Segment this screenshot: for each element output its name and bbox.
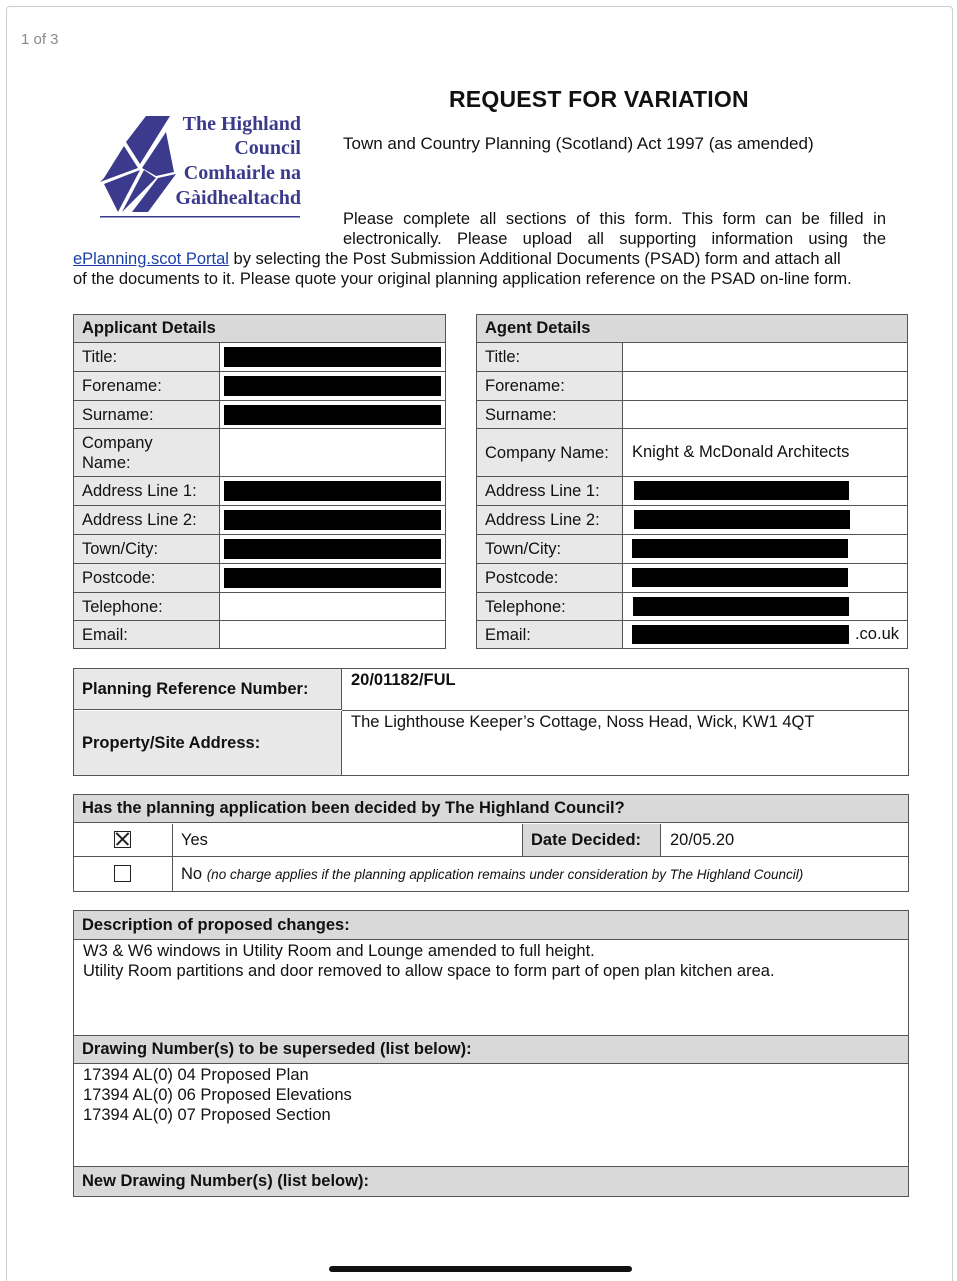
planning-ref-value[interactable]: 20/01182/FUL	[351, 671, 456, 689]
description-text[interactable]	[83, 941, 775, 981]
agent-address1-field[interactable]	[624, 477, 907, 505]
document-title: REQUEST FOR VARIATION	[449, 86, 749, 112]
applicant-address2-label: Address Line 2:	[74, 506, 220, 534]
agent-address1-row	[477, 477, 907, 506]
agent-surname-field[interactable]	[624, 401, 907, 428]
logo-text-line-3: Comhairle na	[183, 162, 301, 184]
agent-surname-label: Surname:	[477, 401, 623, 428]
applicant-email-field[interactable]	[221, 621, 445, 648]
agent-town-row	[477, 535, 907, 564]
redaction-bar	[224, 539, 441, 559]
no-label-line	[181, 865, 803, 884]
agent-forename-row	[477, 372, 907, 401]
applicant-title-label: Title:	[74, 343, 220, 371]
description-line: Utility Room partitions and door removed to allow space to form part of open plan kitchen area.	[83, 962, 775, 980]
intro-line-2: electronically. Please upload all supporting information using the	[343, 230, 886, 248]
applicant-details-table	[73, 314, 446, 649]
intro-line-3	[73, 249, 886, 270]
redaction-bar	[224, 405, 441, 425]
planning-reference-table	[73, 668, 909, 776]
yes-checkbox-cell	[74, 824, 173, 856]
applicant-surname-label: Surname:	[74, 401, 220, 428]
agent-company-row	[477, 429, 907, 477]
agent-postcode-field[interactable]	[624, 564, 907, 592]
agent-address2-field[interactable]	[624, 506, 907, 534]
date-decided-label: Date Decided:	[522, 824, 661, 856]
redaction-bar	[634, 481, 849, 500]
applicant-company-field[interactable]	[221, 429, 445, 476]
agent-address2-row	[477, 506, 907, 535]
date-decided-value[interactable]: 20/05.20	[670, 831, 735, 849]
agent-postcode-label: Postcode:	[477, 564, 623, 592]
superseded-item: 17394 AL(0) 04 Proposed Plan	[83, 1066, 309, 1084]
no-charge-note: (no charge applies if the planning application remains under consideration by The Highland Council)	[206, 867, 804, 882]
superseded-item: 17394 AL(0) 06 Proposed Elevations	[83, 1086, 352, 1104]
logo-text-line-2: Council	[234, 137, 301, 159]
applicant-telephone-field[interactable]	[221, 593, 445, 620]
yes-checkbox[interactable]	[114, 831, 131, 848]
decision-no-row	[74, 857, 908, 891]
applicant-telephone-row	[74, 593, 445, 621]
no-checkbox[interactable]	[114, 865, 131, 882]
reference-divider	[342, 710, 908, 711]
applicant-company-label-line-1: Company	[82, 433, 153, 452]
eplanning-portal-link[interactable]: ePlanning.scot Portal	[73, 250, 229, 268]
new-drawings-header: New Drawing Number(s) (list below):	[74, 1166, 908, 1196]
superseded-item: 17394 AL(0) 07 Proposed Section	[83, 1106, 331, 1124]
applicant-forename-row	[74, 372, 445, 401]
applicant-details-header: Applicant Details	[74, 315, 445, 343]
redaction-bar	[224, 481, 441, 501]
applicant-title-row	[74, 343, 445, 372]
applicant-company-label-line-2: Name:	[82, 453, 131, 472]
agent-title-row	[477, 343, 907, 372]
agent-company-label: Company Name:	[477, 429, 623, 476]
document-subtitle: Town and Country Planning (Scotland) Act 1997 (as amended)	[343, 134, 814, 153]
agent-surname-row	[477, 401, 907, 429]
decision-question: Has the planning application been decided by The Highland Council?	[74, 795, 908, 823]
applicant-title-field[interactable]	[221, 343, 445, 371]
agent-telephone-label: Telephone:	[477, 593, 623, 620]
agent-email-label: Email:	[477, 621, 623, 648]
decision-yes-row	[74, 824, 908, 857]
page-indicator: 1 of 3	[21, 31, 59, 48]
agent-details-header: Agent Details	[477, 315, 907, 343]
superseded-list[interactable]	[83, 1065, 352, 1125]
logo-text-line-1: The Highland	[182, 113, 301, 135]
redaction-bar	[632, 625, 849, 644]
agent-town-field[interactable]	[624, 535, 907, 563]
no-label: No	[181, 865, 203, 883]
agent-telephone-field[interactable]	[624, 593, 907, 620]
superseded-header: Drawing Number(s) to be superseded (list below):	[74, 1035, 908, 1064]
agent-address1-label: Address Line 1:	[477, 477, 623, 505]
applicant-town-label: Town/City:	[74, 535, 220, 563]
agent-company-field[interactable]: Knight & McDonald Architects	[632, 443, 850, 461]
applicant-postcode-label: Postcode:	[74, 564, 220, 592]
agent-forename-field[interactable]	[624, 372, 907, 400]
applicant-town-row	[74, 535, 445, 564]
intro-line-4: of the documents to it. Please quote your original planning application reference on the PSAD on-line form.	[73, 270, 852, 288]
applicant-telephone-label: Telephone:	[74, 593, 220, 620]
intro-line-1: Please complete all sections of this form. This form can be filled in	[343, 210, 886, 228]
applicant-town-field[interactable]	[221, 535, 445, 563]
redaction-bar	[224, 347, 441, 367]
applicant-address2-row	[74, 506, 445, 535]
applicant-company-label	[74, 429, 220, 476]
applicant-postcode-row	[74, 564, 445, 593]
applicant-address1-row	[74, 477, 445, 506]
redaction-bar	[632, 539, 848, 558]
applicant-email-label: Email:	[74, 621, 220, 648]
agent-address2-label: Address Line 2:	[477, 506, 623, 534]
site-address-value[interactable]: The Lighthouse Keeper’s Cottage, Noss Head, Wick, KW1 4QT	[351, 713, 815, 731]
decision-table	[73, 794, 909, 892]
agent-email-suffix: .co.uk	[854, 625, 899, 643]
applicant-address1-label: Address Line 1:	[74, 477, 220, 505]
agent-email-row	[477, 621, 907, 648]
agent-email-field[interactable]	[624, 621, 907, 648]
redaction-bar	[633, 597, 849, 616]
home-indicator[interactable]	[329, 1266, 632, 1272]
applicant-postcode-field[interactable]	[221, 564, 445, 592]
agent-details-table	[476, 314, 908, 649]
agent-postcode-row	[477, 564, 907, 593]
agent-title-label: Title:	[477, 343, 623, 371]
applicant-surname-field[interactable]	[221, 401, 445, 428]
applicant-address1-field[interactable]	[221, 477, 445, 505]
redaction-bar	[634, 510, 850, 529]
description-header: Description of proposed changes:	[74, 911, 908, 940]
agent-title-field[interactable]	[624, 343, 907, 371]
highland-council-logo	[96, 112, 311, 222]
agent-telephone-row	[477, 593, 907, 621]
applicant-company-row	[74, 429, 445, 477]
applicant-email-row	[74, 621, 445, 648]
yes-label: Yes	[181, 831, 208, 849]
applicant-surname-row	[74, 401, 445, 429]
redaction-bar	[632, 568, 848, 587]
agent-town-label: Town/City:	[477, 535, 623, 563]
proposed-changes-table	[73, 910, 909, 1197]
logo-text-line-4: Gàidhealtachd	[175, 187, 301, 209]
agent-forename-label: Forename:	[477, 372, 623, 400]
planning-ref-label: Planning Reference Number:	[74, 669, 342, 710]
applicant-forename-label: Forename:	[74, 372, 220, 400]
redaction-bar	[224, 510, 441, 530]
redaction-bar	[224, 568, 441, 588]
site-address-label: Property/Site Address:	[74, 711, 342, 775]
description-line: W3 & W6 windows in Utility Room and Lounge amended to full height.	[83, 942, 595, 960]
intro-line-3-rest: by selecting the Post Submission Additional Documents (PSAD) form and attach all	[228, 250, 841, 268]
applicant-address2-field[interactable]	[221, 506, 445, 534]
no-checkbox-cell	[74, 857, 173, 891]
applicant-forename-field[interactable]	[221, 372, 445, 400]
redaction-bar	[224, 376, 441, 396]
